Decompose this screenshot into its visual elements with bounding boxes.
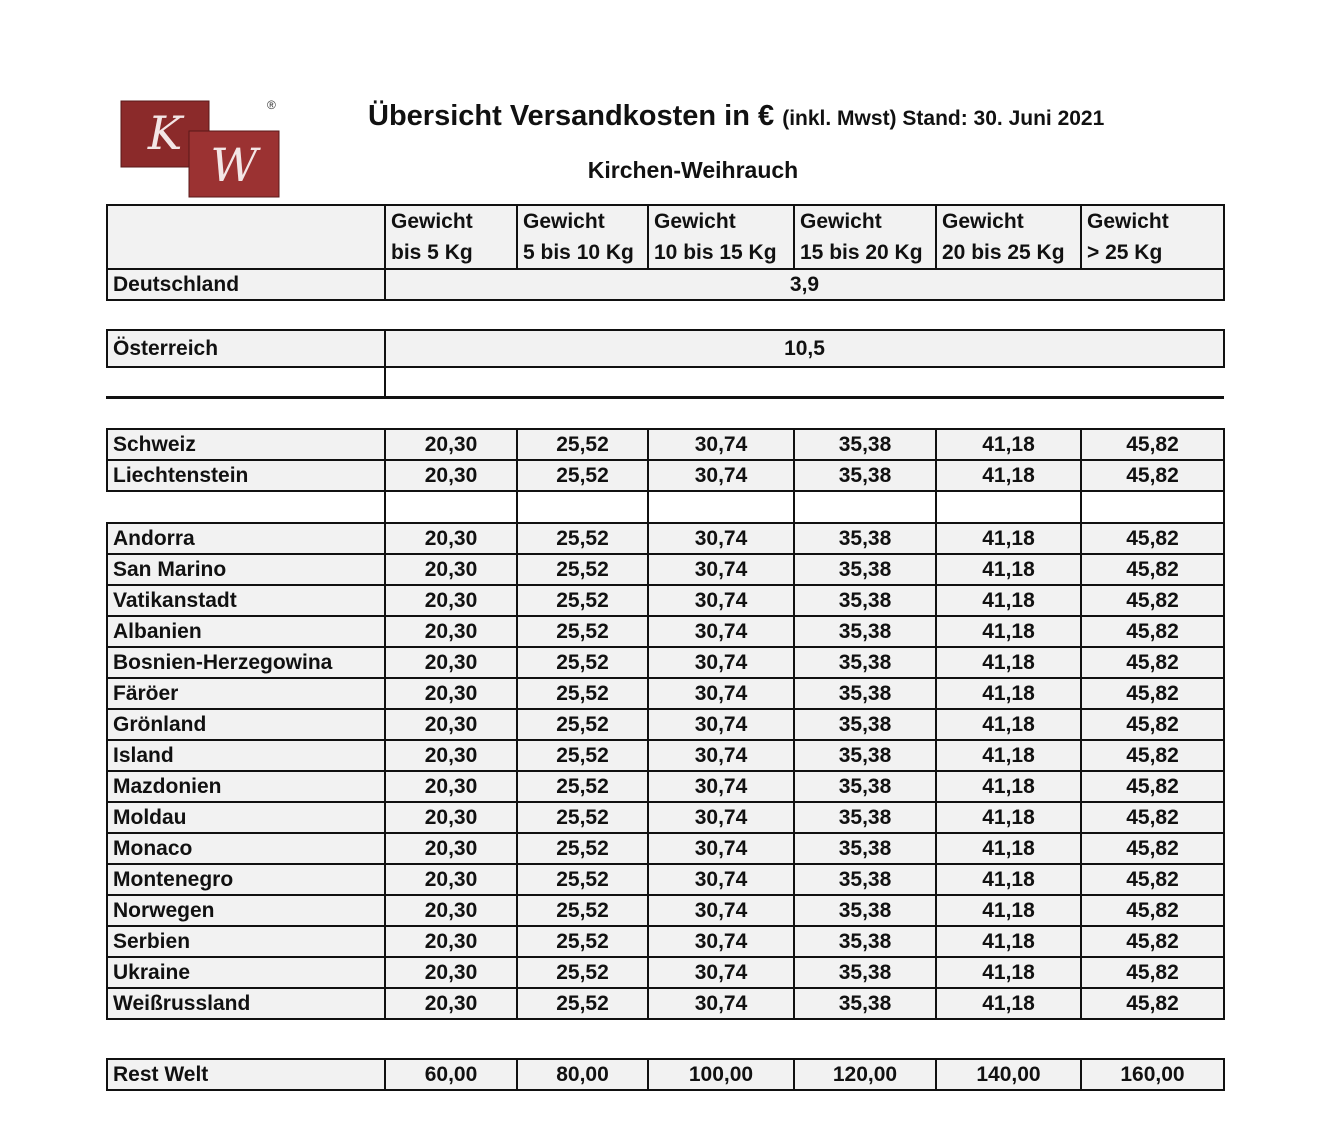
price-cell: 120,00 [794,1059,936,1090]
kw-logo [119,99,281,199]
price-cell: 35,38 [794,709,936,740]
price-cell: 25,52 [517,647,648,678]
header-cell: Gewicht 15 bis 20 Kg [794,205,936,269]
price-cell: 140,00 [936,1059,1081,1090]
table-row [107,523,1224,554]
price-cell: 30,74 [648,460,794,491]
table-row [107,616,1224,647]
price-cell: 45,82 [1081,429,1224,460]
country-cell: Österreich [107,330,385,367]
price-cell: 45,82 [1081,771,1224,802]
empty-cell [107,491,385,523]
price-cell: 45,82 [1081,957,1224,988]
table-row [107,802,1224,833]
header-blank-cell [107,205,385,269]
table-row [107,740,1224,771]
price-cell: 35,38 [794,957,936,988]
svg-text:K: K [147,106,183,160]
price-cell: 45,82 [1081,740,1224,771]
price-cell: 35,38 [794,864,936,895]
price-cell: 30,74 [648,926,794,957]
empty-cell [107,367,385,397]
price-cell: 20,30 [385,833,517,864]
price-cell: 30,74 [648,740,794,771]
divider-line [106,396,1224,399]
price-cell: 41,18 [936,802,1081,833]
table-row [107,585,1224,616]
price-cell: 45,82 [1081,926,1224,957]
country-cell: Serbien [107,926,385,957]
table-row [107,647,1224,678]
price-cell: 41,18 [936,554,1081,585]
price-cell: 30,74 [648,895,794,926]
price-cell: 25,52 [517,988,648,1019]
table-row [107,864,1224,895]
price-cell: 45,82 [1081,554,1224,585]
table-row [107,709,1224,740]
price-cell: 41,18 [936,771,1081,802]
title-main: Übersicht Versandkosten in € [368,100,775,132]
price-cell: 20,30 [385,429,517,460]
empty-cell [1081,491,1224,523]
price-cell: 45,82 [1081,585,1224,616]
price-cell: 45,82 [1081,616,1224,647]
price-cell: 30,74 [648,647,794,678]
country-cell: Färöer [107,678,385,709]
table-row [107,554,1224,585]
price-cell: 45,82 [1081,523,1224,554]
price-cell: 41,18 [936,740,1081,771]
header-cell: Gewicht 20 bis 25 Kg [936,205,1081,269]
country-cell: Liechtenstein [107,460,385,491]
shipping-table [106,428,1225,1020]
header-cell: Gewicht 10 bis 15 Kg [648,205,794,269]
country-cell: San Marino [107,554,385,585]
price-cell: 20,30 [385,554,517,585]
group2-body [107,523,1224,1019]
price-cell: 35,38 [794,616,936,647]
row-oesterreich [107,330,1224,367]
price-cell: 30,74 [648,585,794,616]
empty-cell [794,491,936,523]
price-cell: 41,18 [936,988,1081,1019]
price-cell: 35,38 [794,926,936,957]
svg-text:W: W [210,138,258,192]
price-cell: 25,52 [517,802,648,833]
price-cell: 20,30 [385,616,517,647]
table-row [107,926,1224,957]
page-subtitle: Kirchen-Weihrauch [587,157,799,183]
country-cell: Mazdonien [107,771,385,802]
country-cell: Albanien [107,616,385,647]
price-cell: 41,18 [936,926,1081,957]
price-cell: 41,18 [936,833,1081,864]
header-cell: Gewicht > 25 Kg [1081,205,1224,269]
price-cell: 35,38 [794,429,936,460]
table-row [107,1059,1224,1090]
price-cell: 100,00 [648,1059,794,1090]
price-cell: 25,52 [517,895,648,926]
table-row [107,678,1224,709]
table-row [107,988,1224,1019]
price-cell: 35,38 [794,740,936,771]
table-row [107,771,1224,802]
price-cell: 45,82 [1081,864,1224,895]
country-cell: Grönland [107,709,385,740]
price-cell: 30,74 [648,957,794,988]
spacer-row [107,491,1224,523]
price-cell: 35,38 [794,647,936,678]
price-cell: 25,52 [517,429,648,460]
price-cell: 35,38 [794,554,936,585]
price-cell: 41,18 [936,864,1081,895]
price-cell: 41,18 [936,460,1081,491]
price-cell: 45,82 [1081,895,1224,926]
price-cell: 80,00 [517,1059,648,1090]
empty-cell [648,491,794,523]
group1-body [107,429,1224,491]
price-cell: 25,52 [517,585,648,616]
country-cell: Bosnien-Herzegowina [107,647,385,678]
price-cell: 60,00 [385,1059,517,1090]
price-cell: 20,30 [385,460,517,491]
country-cell: Island [107,740,385,771]
price-cell: 25,52 [517,864,648,895]
country-cell: Weißrussland [107,988,385,1019]
price-cell: 25,52 [517,554,648,585]
price-cell: 25,52 [517,771,648,802]
price-cell: 25,52 [517,616,648,647]
price-cell: 35,38 [794,988,936,1019]
price-cell: 25,52 [517,460,648,491]
price-cell: 41,18 [936,616,1081,647]
country-cell: Monaco [107,833,385,864]
price-cell: 35,38 [794,771,936,802]
price-cell: 30,74 [648,554,794,585]
table-row [107,957,1224,988]
price-cell: 160,00 [1081,1059,1224,1090]
price-cell: 35,38 [794,678,936,709]
table-row [107,895,1224,926]
price-cell: 20,30 [385,523,517,554]
price-cell: 45,82 [1081,833,1224,864]
price-cell: 41,18 [936,895,1081,926]
price-cell: 20,30 [385,926,517,957]
rest-table [106,1058,1225,1091]
price-cell: 30,74 [648,709,794,740]
title-note: (inkl. Mwst) Stand: 30. Juni 2021 [782,107,1105,130]
country-cell: Deutschland [107,269,385,300]
price-cell: 41,18 [936,523,1081,554]
austria-table [106,329,1225,397]
price-cell: 30,74 [648,678,794,709]
price-cell: 20,30 [385,585,517,616]
price-cell: 45,82 [1081,988,1224,1019]
price-cell: 41,18 [936,429,1081,460]
price-cell: 41,18 [936,647,1081,678]
empty-cell [936,491,1081,523]
price-cell: 30,74 [648,988,794,1019]
price-cell: 45,82 [1081,647,1224,678]
price-cell: 45,82 [1081,709,1224,740]
price-cell: 20,30 [385,740,517,771]
shipping-table-header [106,204,1225,301]
price-cell: 20,30 [385,771,517,802]
table-row [107,833,1224,864]
price-cell: 30,74 [648,523,794,554]
flat-rate-cell: 3,9 [385,269,1224,300]
country-cell: Moldau [107,802,385,833]
price-cell: 20,30 [385,802,517,833]
price-cell: 20,30 [385,678,517,709]
price-cell: 35,38 [794,833,936,864]
price-cell: 25,52 [517,926,648,957]
row-deutschland [107,269,1224,300]
header-cell: Gewicht 5 bis 10 Kg [517,205,648,269]
price-cell: 25,52 [517,709,648,740]
price-cell: 20,30 [385,864,517,895]
price-cell: 25,52 [517,523,648,554]
price-cell: 30,74 [648,833,794,864]
flat-rate-cell: 10,5 [385,330,1224,367]
price-cell: 35,38 [794,523,936,554]
header-row [107,205,1224,269]
empty-row [107,367,1224,397]
price-cell: 20,30 [385,988,517,1019]
price-cell: 20,30 [385,957,517,988]
price-cell: 45,82 [1081,678,1224,709]
registered-mark: ® [267,98,276,112]
spacer-body [107,491,1224,523]
rest-body [107,1059,1224,1090]
price-cell: 25,52 [517,833,648,864]
price-cell: 35,38 [794,802,936,833]
price-cell: 30,74 [648,771,794,802]
price-cell: 35,38 [794,895,936,926]
price-cell: 20,30 [385,895,517,926]
price-cell: 25,52 [517,957,648,988]
country-cell: Ukraine [107,957,385,988]
empty-cell [385,367,1224,397]
price-cell: 45,82 [1081,802,1224,833]
table-row [107,460,1224,491]
country-cell: Andorra [107,523,385,554]
price-cell: 30,74 [648,616,794,647]
page-title [368,100,1104,133]
price-cell: 41,18 [936,957,1081,988]
country-cell: Schweiz [107,429,385,460]
empty-cell [517,491,648,523]
price-cell: 41,18 [936,678,1081,709]
country-cell: Rest Welt [107,1059,385,1090]
country-cell: Norwegen [107,895,385,926]
price-cell: 35,38 [794,460,936,491]
country-cell: Montenegro [107,864,385,895]
price-cell: 45,82 [1081,460,1224,491]
price-cell: 41,18 [936,709,1081,740]
price-cell: 20,30 [385,647,517,678]
price-cell: 25,52 [517,740,648,771]
table-row [107,429,1224,460]
price-cell: 25,52 [517,678,648,709]
price-cell: 20,30 [385,709,517,740]
price-cell: 35,38 [794,585,936,616]
price-cell: 30,74 [648,802,794,833]
price-cell: 30,74 [648,429,794,460]
country-cell: Vatikanstadt [107,585,385,616]
price-cell: 41,18 [936,585,1081,616]
price-cell: 30,74 [648,864,794,895]
header-cell: Gewicht bis 5 Kg [385,205,517,269]
empty-cell [385,491,517,523]
